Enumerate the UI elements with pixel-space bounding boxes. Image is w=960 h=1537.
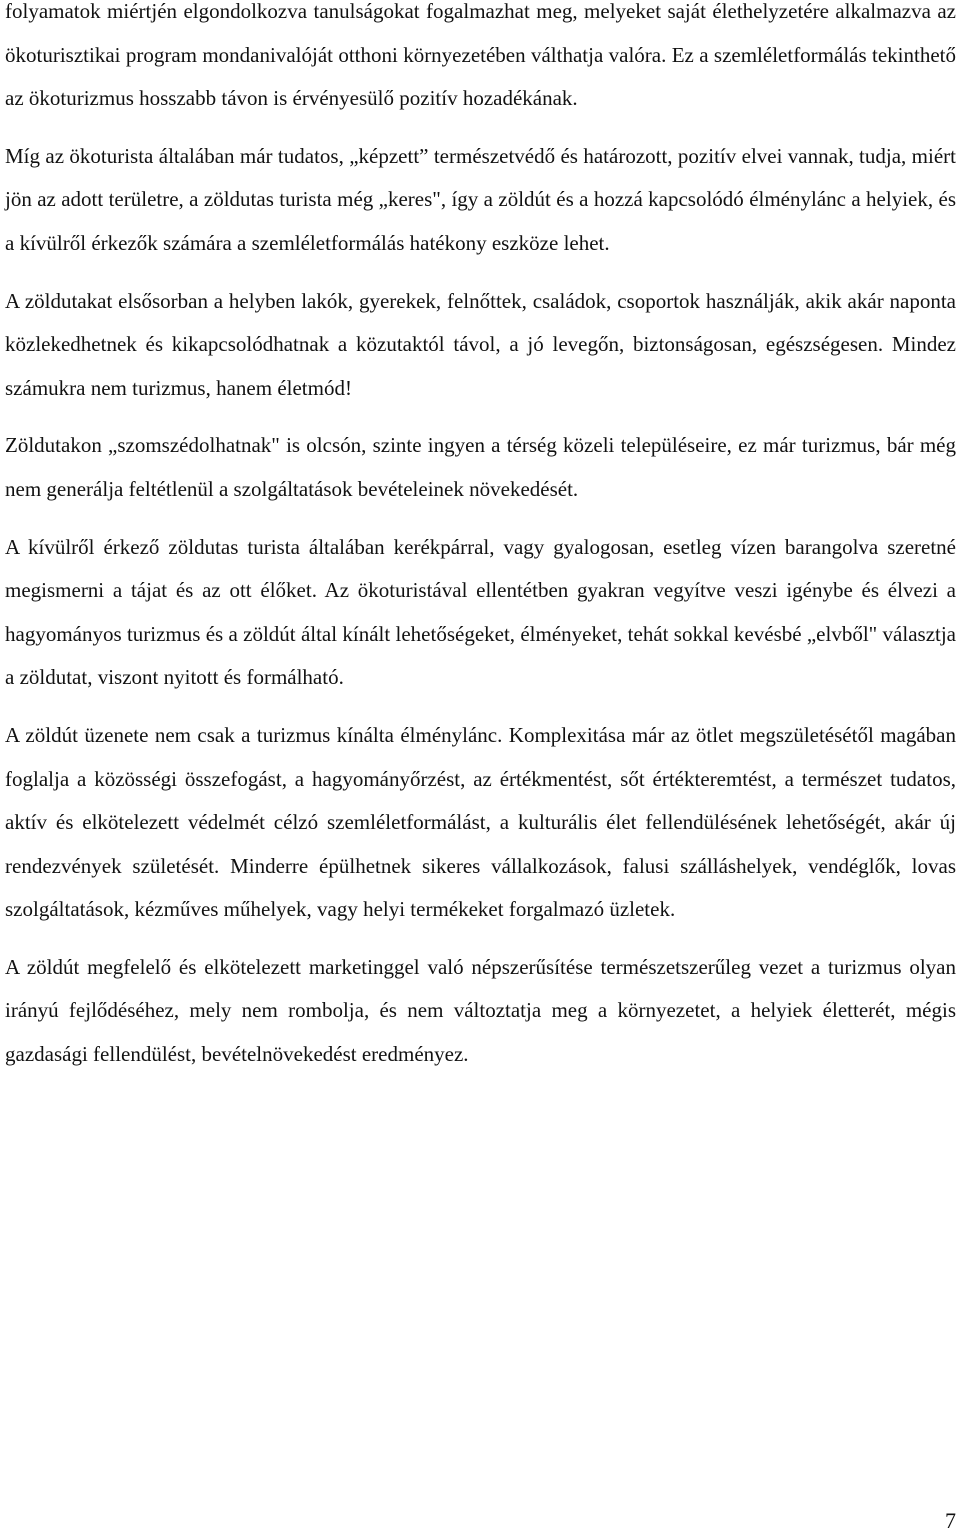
paragraph-3: A zöldutakat elsősorban a helyben lakók, gyerekek, felnőttek, családok, csoportok használják, akik akár naponta közlekedhetnek és kikapcsolódhatnak a közutaktól távol, a jó levegőn, biztonságosan, egészségesen. Mindez számukra nem turizmus, hanem életmód! [5, 288, 956, 400]
paragraph-6: A zöldút üzenete nem csak a turizmus kínálta élménylánc. Komplexitása már az ötlet megszületésétől magában foglalja a közösségi összefogást, a hagyományőrzést, az értékmentést, sőt értékteremtést, a természet tudatos, aktív és elkötelezett védelmét célzó szemléletformálást, a kulturális élet fellendülésének lehetőségét, akár új rendezvények születését. Minderre épülhetnek sikeres vállalkozások, falusi szálláshelyek, vendéglők, lovas szolgáltatások, kézműves műhelyek, vagy helyi termékeket forgalmazó üzletek. [5, 722, 956, 922]
paragraph-1: folyamatok miértjén elgondolkozva tanulságokat fogalmazhat meg, melyeket saját élethelyzetére alkalmazva az ökoturisztikai program mondanivalóját otthoni környezetében válthatja valóra. Ez a szemléletformálás tekinthető az ökoturizmus hosszabb távon is érvényesülő pozitív hozadékának. [5, 0, 956, 111]
document-page [5, 0, 956, 1091]
page-number: 7 [945, 1508, 956, 1533]
paragraph-4: Zöldutakon „szomszédolhatnak" is olcsón, szinte ingyen a térség közeli településeire, ez már turizmus, bár még nem generálja feltétlenül a szolgáltatások bevételeinek növekedését. [5, 433, 956, 501]
paragraph-5: A kívülről érkező zöldutas turista általában kerékpárral, vagy gyalogosan, esetleg vízen barangolva szeretné megismerni a tájat és az ott élőket. Az ökoturistával ellentétben gyakran vegyítve veszi igénybe és élvezi a hagyományos turizmus és a zöldút által kínált lehetőségeket, élményeket, tehát sokkal kevésbé „elvből" választja a zöldutat, viszont nyitott és formálható. [5, 534, 956, 690]
paragraph-2: Míg az ökoturista általában már tudatos, „képzett” természetvédő és határozott, pozitív elvei vannak, tudja, miért jön az adott területre, a zöldutas turista még „keres", így a zöldút és a hozzá kapcsolódó élménylánc a helyiek, és a kívülről érkezők számára a szemléletformálás hatékony eszköze lehet. [5, 143, 956, 255]
paragraph-7: A zöldút megfelelő és elkötelezett marketinggel való népszerűsítése természetszerűleg vezet a turizmus olyan irányú fejlődéséhez, mely nem rombolja, és nem változtatja meg a környezetet, a helyiek életterét, mégis gazdasági fellendülést, bevételnövekedést eredményez. [5, 954, 956, 1067]
